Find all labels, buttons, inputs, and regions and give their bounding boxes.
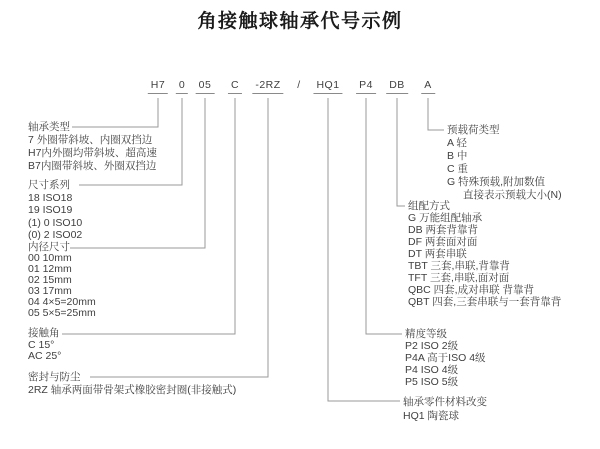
- legend-item: 03 17mm: [28, 285, 72, 297]
- section-arrangement: [408, 200, 561, 308]
- legend-item: 直接表示预载大小(N): [463, 189, 562, 201]
- code-token-bearing-type: H7: [148, 79, 168, 94]
- legend-item: 7 外圈带斜坡、内圈双挡边: [28, 134, 153, 146]
- legend-item: C 15°: [28, 338, 55, 351]
- code-token-material: HQ1: [313, 79, 342, 94]
- legend-item: (0) 2 ISO02: [28, 229, 83, 241]
- legend-item: DF 两套面对面: [408, 236, 478, 248]
- code-token-slash: /: [297, 79, 301, 91]
- legend-item: P2 ISO 2级: [405, 340, 459, 352]
- legend-item: 05 5×5=25mm: [28, 307, 96, 319]
- code-token-seal: -2RZ: [252, 79, 283, 94]
- legend-item: 04 4×5=20mm: [28, 296, 96, 308]
- code-token-precision: P4: [356, 79, 376, 94]
- section-heading: 内径尺寸: [28, 241, 70, 253]
- legend-item: G 特殊预载,附加数值: [447, 176, 546, 188]
- legend-item: A 轻: [447, 137, 467, 149]
- legend-item: DT 两套串联: [408, 248, 467, 260]
- section-heading: 轴承类型: [28, 121, 70, 133]
- legend-item: P4A 高于ISO 4级: [405, 352, 486, 364]
- legend-item: 00 10mm: [28, 252, 72, 264]
- legend-item: P4 ISO 4级: [405, 364, 459, 376]
- connector-material: [328, 98, 400, 401]
- legend-item: AC 25°: [28, 350, 62, 362]
- section-heading: 精度等级: [405, 328, 447, 340]
- legend-item: 19 ISO19: [28, 204, 73, 216]
- section-precision: [405, 328, 486, 388]
- section-preload: [447, 124, 562, 202]
- legend-item: C 重: [447, 163, 468, 175]
- code-token-contact-angle: C: [228, 79, 242, 94]
- legend-item: QBC 四套,成对串联 背靠背: [408, 284, 535, 296]
- section-material: [403, 395, 487, 423]
- connector-arrangement: [397, 98, 405, 206]
- section-heading: 轴承零件材料改变: [403, 396, 487, 408]
- legend-item: B7内圈带斜坡、外圈双挡边: [28, 160, 157, 172]
- section-heading: 预载荷类型: [447, 124, 500, 136]
- legend-item: TFT 三套,串联,面对面: [408, 272, 510, 284]
- legend-item: DB 两套背靠背: [408, 224, 479, 236]
- section-bearing-type: [28, 121, 157, 173]
- code-token-preload: A: [421, 79, 435, 94]
- code-token-arrangement: DB: [386, 79, 408, 94]
- code-token-bore: 05: [196, 79, 215, 94]
- section-heading: 尺寸系列: [28, 179, 70, 191]
- section-size-series: [28, 179, 82, 242]
- section-heading: 密封与防尘: [28, 371, 81, 383]
- connector-preload: [428, 98, 444, 130]
- section-bore-size: [28, 242, 96, 319]
- legend-item: TBT 三套,串联,背靠背: [408, 260, 510, 272]
- legend-item: H7内外圈均带斜坡、超高速: [28, 147, 157, 159]
- legend-item: P5 ISO 5级: [405, 376, 459, 388]
- legend-item: 18 ISO18: [28, 191, 73, 204]
- code-token-size-series: 0: [176, 79, 188, 94]
- section-heading: 组配方式: [408, 200, 450, 212]
- legend-item: B 中: [447, 150, 468, 162]
- legend-item: (1) 0 ISO10: [28, 216, 83, 229]
- legend-item: QBT 四套,三套串联与一套背靠背: [408, 296, 562, 308]
- legend-item: G 万能组配轴承: [408, 212, 483, 224]
- legend-item: 02 15mm: [28, 274, 72, 286]
- section-contact-angle: [28, 328, 61, 363]
- legend-item: 2RZ 轴承两面带骨架式橡胶密封圈(非接触式): [28, 384, 237, 396]
- legend-item: HQ1 陶瓷球: [403, 410, 460, 422]
- legend-item: 01 12mm: [28, 263, 72, 275]
- section-heading: 接触角: [28, 327, 60, 339]
- page-title: 角接触球轴承代号示例: [197, 11, 403, 32]
- section-seal: [28, 371, 236, 397]
